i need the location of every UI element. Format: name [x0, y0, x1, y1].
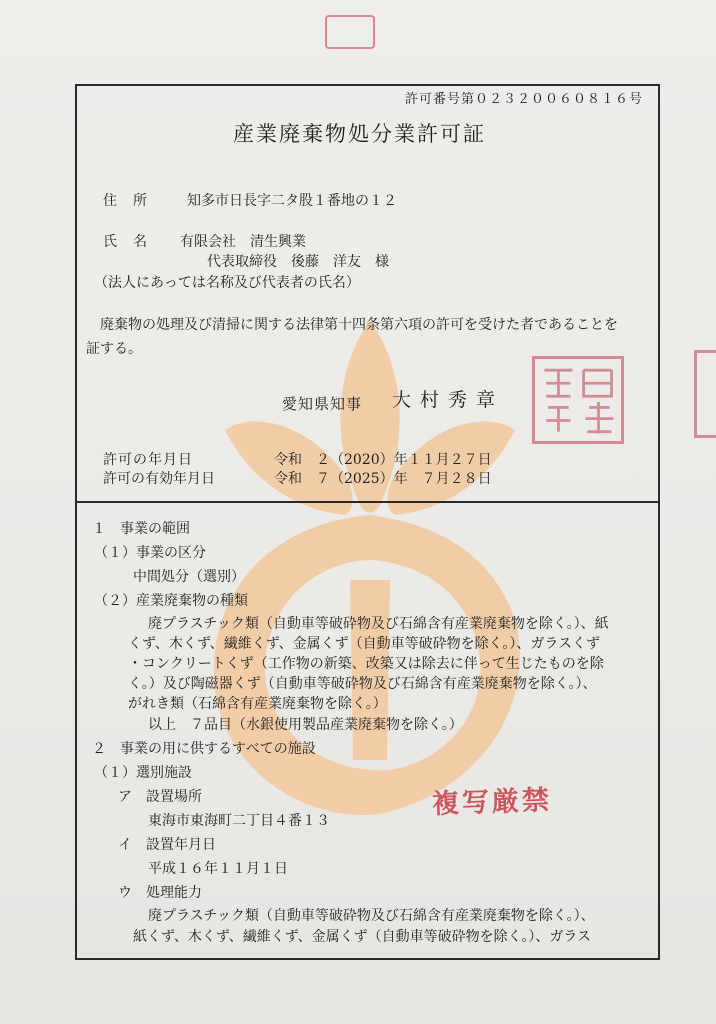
company-name: 有限会社 清生興業 — [180, 234, 306, 250]
body-line: 廃プラスチック類（自動車等破砕物及び石綿含有産業廃棄物を除く。）、 — [148, 908, 595, 924]
representative-name: 代表取締役 後藤 洋友 様 — [207, 254, 389, 270]
expiry-date-value: 令和 ７（2025）年 ７月２８日 — [274, 471, 492, 487]
body-line: （１）選別施設 — [94, 765, 192, 781]
reference-seal-stamp — [325, 15, 375, 49]
address-label: 住 所 — [103, 193, 148, 209]
issue-date-value: 令和 ２（2020）年１１月２７日 — [274, 452, 492, 468]
issue-date-label: 許可の年月日 — [103, 452, 193, 468]
permit-number: 許可番号第０２３２００６０８１６号 — [405, 92, 644, 107]
body-line: １ 事業の範囲 — [92, 521, 190, 537]
address-value: 知多市日長字二タ股１番地の１２ — [187, 193, 397, 209]
body-line: く。）及び陶磁器くず（自動車等破砕物及び石綿含有産業廃棄物を除く。）、 — [128, 676, 597, 692]
body-line: （２）産業廃棄物の種類 — [94, 593, 248, 609]
section-divider — [75, 501, 660, 503]
body-line: 中間処分（選別） — [133, 569, 245, 585]
body-line: ウ 処理能力 — [118, 885, 202, 901]
body-line: 平成１６年１１月１日 — [148, 861, 288, 877]
certificate-title: 産業廃棄物処分業許可証 — [233, 122, 486, 146]
body-line: がれき類（石綿含有産業廃棄物を除く。） — [128, 696, 387, 712]
body-line: ・コンクリートくず（工作物の新築、改築又は除去に伴って生じたものを除 — [128, 656, 604, 672]
governor-name: 大村秀章 — [392, 389, 505, 411]
body-line: 以上 ７品目（水銀使用製品産業廃棄物を除く。） — [148, 717, 463, 733]
body-line: イ 設置年月日 — [118, 837, 216, 853]
body-line: 廃プラスチック類（自動車等破砕物及び石綿含有産業廃棄物を除く。）、紙 — [148, 616, 609, 632]
governor-title: 愛知県知事 — [282, 395, 363, 413]
body-line: （１）事業の区分 — [94, 545, 206, 561]
body-line: 東海市東海町二丁目４番１３ — [148, 813, 330, 829]
adjacent-seal-partial — [694, 350, 716, 438]
certification-text-line1: 廃棄物の処理及び清掃に関する法律第十四条第六項の許可を受けた者であることを — [100, 317, 618, 333]
body-line: ２ 事業の用に供するすべての施設 — [92, 741, 316, 757]
name-note: （法人にあっては名称及び代表者の氏名） — [94, 275, 360, 291]
certification-text-line2: 証する。 — [86, 341, 142, 357]
body-line: ア 設置場所 — [118, 789, 202, 805]
governor-official-seal — [532, 356, 624, 444]
name-label: 氏 名 — [103, 234, 148, 250]
body-line: くず、木くず、繊維くず、金属くず（自動車等破砕物を除く。）、ガラスくず — [128, 636, 600, 652]
body-line: 紙くず、木くず、繊維くず、金属くず（自動車等破砕物を除く。）、ガラス — [133, 929, 591, 945]
no-copy-stamp: 複写厳禁 — [431, 784, 553, 821]
expiry-date-label: 許可の有効年月日 — [103, 471, 215, 487]
